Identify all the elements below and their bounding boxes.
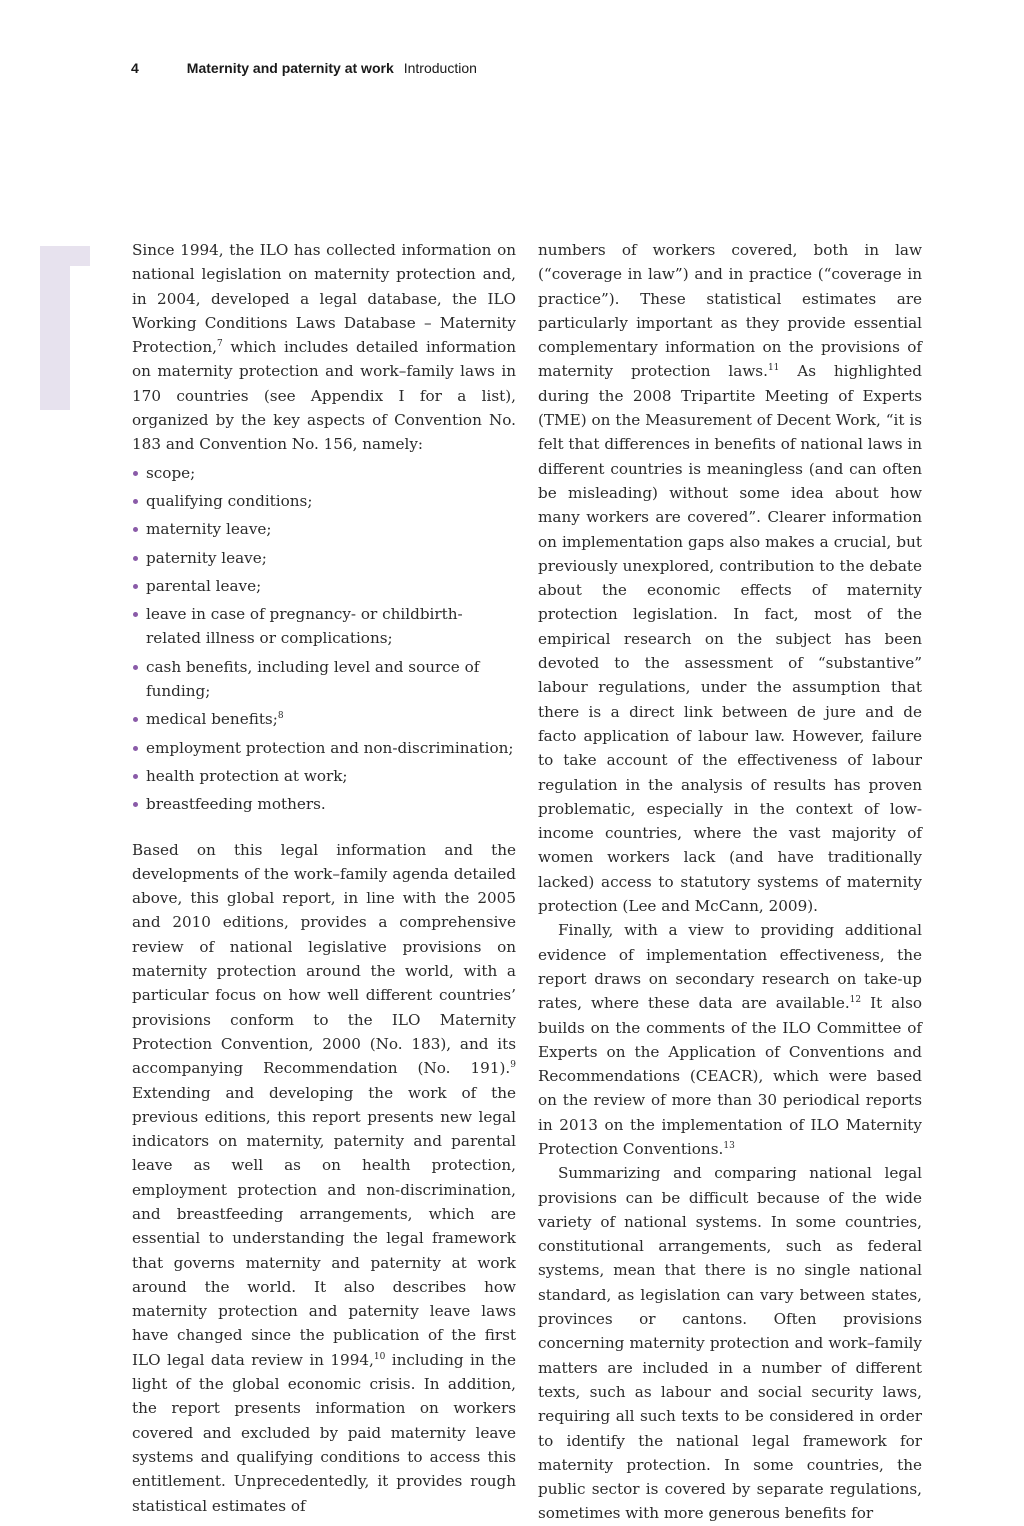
footnote-ref: 10 bbox=[373, 1351, 386, 1362]
list-item: scope; bbox=[132, 461, 516, 485]
list-item: medical benefits;$^8$ bbox=[132, 707, 516, 731]
decorative-letter-shape bbox=[40, 246, 90, 410]
footnote-ref: 12 bbox=[849, 995, 862, 1006]
footnote-ref: 11 bbox=[767, 363, 780, 374]
right-column bbox=[538, 238, 922, 1526]
intro-paragraph: Since 1994, the ILO has collected information on national legislation on maternity protection and, in 2004, developed a legal database, the ILO Working Conditions Laws Database – Maternity Protection,$^7$ which includes detailed information on maternity protection and work–family laws in 170 countries (see Appendix I for a list), organized by the key aspects of Convention No. 183 and Convention No. 156, namely: bbox=[132, 241, 516, 454]
list-item: maternity leave; bbox=[132, 517, 516, 541]
footnote-ref: 8 bbox=[277, 711, 284, 722]
list-item: paternity leave; bbox=[132, 546, 516, 570]
body-paragraph: Finally, with a view to providing additional evidence of implementation effectiveness, the report draws on secondary research on take-up rates, where these data are available.$^{12}$ It also builds on the comments of the ILO Committee of Experts on the Application of Conventions and Recommendations (CEACR), which were based on the review of more than 30 periodical reports in 2013 on the implementation of ILO Maternity Protection Conventions.$^{13}$ bbox=[538, 921, 923, 1158]
list-item: employment protection and non-discrimination; bbox=[132, 736, 516, 760]
body-paragraph: Based on this legal information and the developments of the work–family agenda detailed above, this global report, in line with the 2005 and 2010 editions, provides a comprehensive review of national legislative provisions on maternity protection around the world, with a particular focus on how well different countries’ provisions conform to the ILO Maternity Protection Convention, 2000 (No. 183), and its accompanying Recommendation (No. 191).$^9$ Extending and developing the work of the previous editions, this report presents new legal indicators on maternity, paternity and parental leave as well as on health protection, employment protection and non-discrimination, and breastfeeding arrangements, which are essential to understanding the legal framework that governs maternity and paternity at work around the world. It also describes how maternity protection and paternity leave laws have changed since the publication of the first ILO legal data review in 1994,10 including in the light of the global economic crisis. In addition, the report presents information on workers covered and excluded by paid maternity leave systems and qualifying conditions to access this entitlement. Unprecedentedly, it provides rough statistical estimates of bbox=[132, 840, 516, 1515]
left-column bbox=[132, 238, 516, 1518]
key-aspects-list bbox=[132, 461, 516, 817]
section-name: Introduction bbox=[403, 60, 477, 76]
decorative-letter-t bbox=[40, 242, 94, 410]
book-title: Maternity and paternity at work bbox=[186, 60, 394, 76]
body-paragraph: numbers of workers covered, both in law (“coverage in law”) and in practice (“coverage in practice”). These statistical estimates are particularly important as they provide essential complementary information on the provisions of maternity protection laws.$^{11}$ As highlighted during the 2008 Tripartite Meeting of Experts (TME) on the Measurement of Decent Work, “it is felt that differences in benefits of national laws in different countries is meaningless (and can often be misleading) without some idea about how many workers are covered”. Clearer information on implementation gaps also makes a crucial, but previously unexplored, contribution to the debate about the economic effects of maternity protection legislation. In fact, most of the empirical research on the subject has been devoted to the assessment of “substantive” labour regulations, under the assumption that there is a direct link between de jure and de facto application of labour law. However, failure to take account of the effectiveness of labour regulation in the analysis of results has proven problematic, especially in the context of low-income countries, where the vast majority of women workers lack (and have traditionally lacked) access to statutory systems of maternity protection (Lee and McCann, 2009). bbox=[538, 241, 922, 916]
list-item: cash benefits, including level and source of funding; bbox=[132, 655, 516, 704]
list-item: qualifying conditions; bbox=[132, 489, 516, 513]
page-number: 4 bbox=[131, 60, 139, 76]
footnote-ref: 7 bbox=[216, 339, 223, 350]
footnote-ref: 9 bbox=[510, 1060, 516, 1071]
list-item: health protection at work; bbox=[132, 764, 516, 788]
list-item: breastfeeding mothers. bbox=[132, 792, 516, 816]
body-paragraph: Summarizing and comparing national legal provisions can be difficult because of the wide variety of national systems. In some countries, constitutional arrangements, such as federal systems, mean that there is no single national standard, as legislation can vary between states, provinces or cantons. Often provisions concerning maternity protection and work–family matters are included in a number of different texts, such as labour and social security laws, requiring all such texts to be considered in order to identify the national legal framework for maternity protection. In some countries, the public sector is covered by separate regulations, sometimes with more generous benefits for bbox=[538, 1164, 922, 1523]
footnote-ref: 13 bbox=[723, 1140, 735, 1151]
list-item: parental leave; bbox=[132, 574, 516, 598]
list-item: leave in case of pregnancy- or childbirth-related illness or complications; bbox=[132, 602, 516, 651]
running-header bbox=[131, 60, 477, 76]
